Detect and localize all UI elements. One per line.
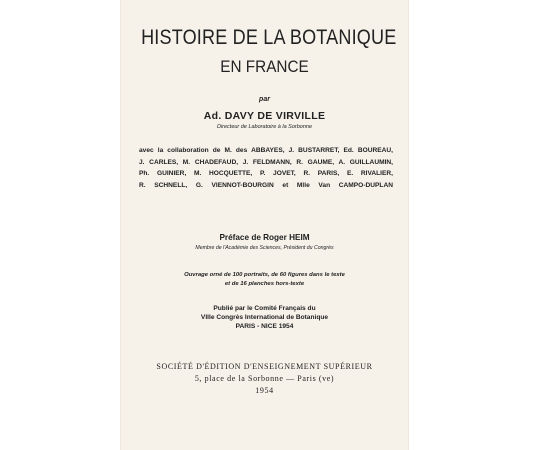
collaboration-line: J. CARLES, M. CHADEFAUD, J. FELDMANN, R. GAUME, A. GUILLAUMIN,: [139, 158, 393, 166]
publisher-name: SOCIÉTÉ D'ÉDITION D'ENSEIGNEMENT SUPÉRIEUR: [156, 362, 373, 371]
book-title: HISTOIRE DE LA BOTANIQUE: [141, 26, 397, 49]
title-page: [121, 0, 408, 450]
published-by: [121, 305, 408, 331]
preface-role: Membre de l'Académie des Sciences, Président du Congrès: [195, 245, 334, 251]
publisher-imprint: [121, 361, 408, 397]
published-by-line: Publié par le Comité Français du: [213, 305, 316, 312]
publication-year: 1954: [255, 386, 274, 395]
by-label: par: [259, 96, 270, 103]
book-subtitle: EN FRANCE: [220, 57, 309, 76]
author-name: Ad. DAVY DE VIRVILLE: [203, 110, 326, 122]
collaboration-line: avec la collaboration de M. des ABBAYES, J. BUSTARRET, Ed. BOUREAU,: [139, 147, 393, 154]
published-by-line: PARIS - NICE 1954: [235, 322, 294, 330]
collaboration-line: R. SCHNELL, G. VIENNOT-BOURGIN et Mlle Van CAMPO-DUPLAN: [139, 181, 393, 189]
publisher-address: 5, place de la Sorbonne — Paris (ve): [194, 374, 335, 383]
illustration-note-line: et de 16 planches hors-texte: [224, 281, 305, 287]
author-role: Directeur de Laboratoire à la Sorbonne: [216, 124, 313, 130]
preface-line: Préface de Roger HEIM: [219, 233, 310, 242]
published-by-line: VIIIe Congrès International de Botanique: [200, 313, 329, 321]
illustration-note-line: Ouvrage orné de 100 portraits, de 60 figures dans le texte: [184, 272, 345, 278]
illustration-note: [121, 271, 408, 289]
collaboration-line: Ph. GUINIER, M. HOCQUETTE, P. JOVET, R. PARIS, E. RIVALIER,: [139, 170, 393, 177]
